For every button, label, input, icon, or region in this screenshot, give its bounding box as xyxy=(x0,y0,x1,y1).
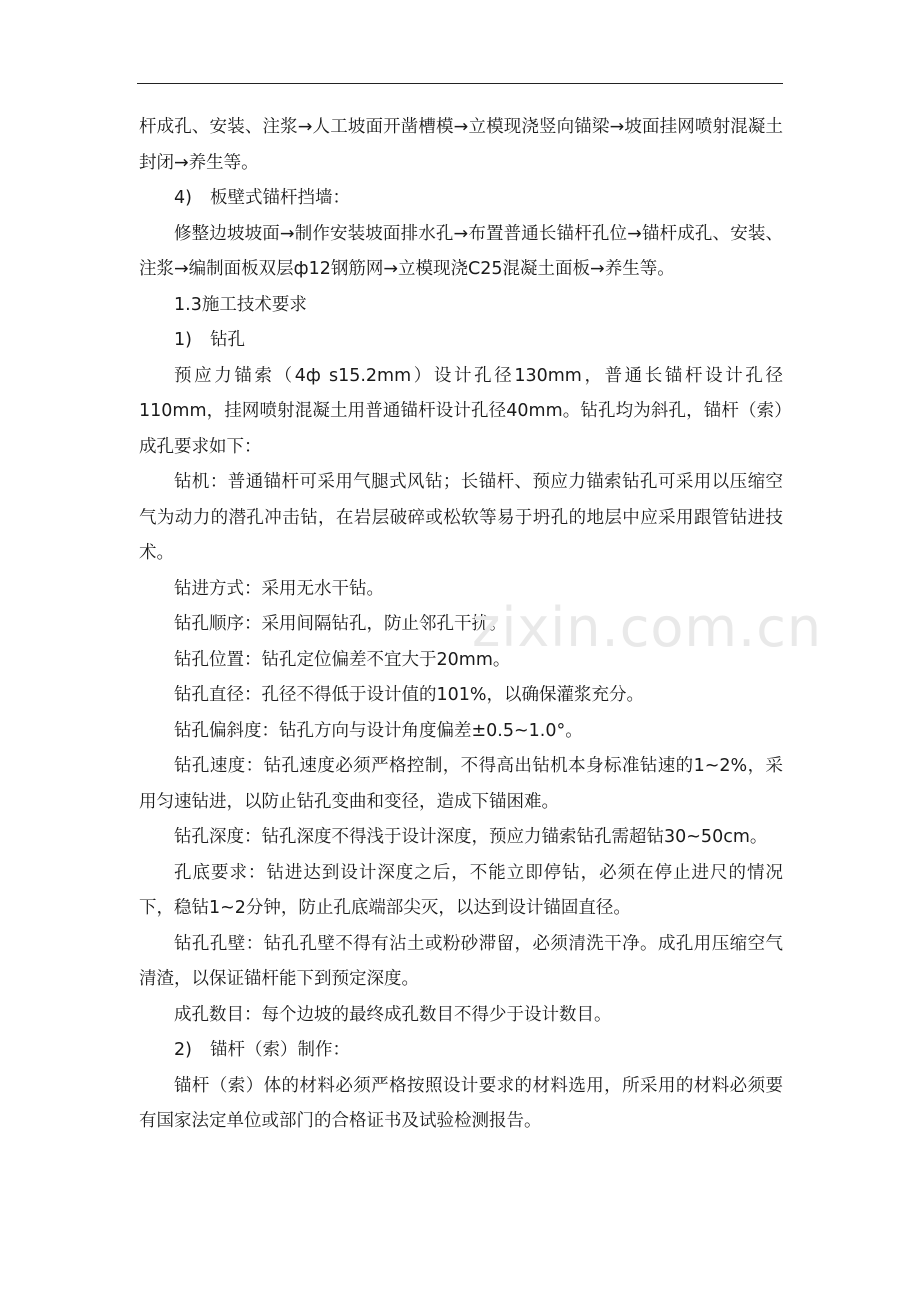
document-body xyxy=(139,110,783,1140)
paragraph: 孔底要求：钻进达到设计深度之后，不能立即停钻，必须在停止进尺的情况下，稳钻1~2分钟，防止孔底端部尖灭，以达到设计锚固直径。 xyxy=(139,862,783,918)
paragraph: 钻孔深度：钻孔深度不得浅于设计深度，预应力锚索钻孔需超钻30~50cm。 xyxy=(174,827,768,847)
section-heading: 1.3施工技术要求 xyxy=(174,294,307,315)
list-number: 4) xyxy=(174,188,192,208)
watermark: zixin.com.cn xyxy=(472,596,823,659)
list-number: 2) xyxy=(174,1040,192,1060)
paragraph: 杆成孔、安装、注浆→人工坡面开凿槽模→立模现浇竖向锚梁→坡面挂网喷射混凝土封闭→养生等。 xyxy=(139,117,783,173)
list-heading-text: 钻孔 xyxy=(210,330,245,350)
list-heading xyxy=(139,181,783,217)
paragraph: 修整边坡坡面→制作安装坡面排水孔→布置普通长锚杆孔位→锚杆成孔、安装、注浆→编制面板双层ф12钢筋网→立模现浇C25混凝土面板→养生等。 xyxy=(139,223,783,279)
paragraph: 成孔数目：每个边坡的最终成孔数目不得少于设计数目。 xyxy=(174,1004,612,1025)
paragraph: 锚杆（索）体的材料必须严格按照设计要求的材料选用，所采用的材料必须要有国家法定单位或部门的合格证书及试验检测报告。 xyxy=(139,1075,783,1131)
list-number: 1) xyxy=(174,330,192,350)
paragraph: 预应力锚索（4ф s15.2mm）设计孔径130mm，普通长锚杆设计孔径110mm，挂网喷射混凝土用普通锚杆设计孔径40mm。钻孔均为斜孔，锚杆（索）成孔要求如下： xyxy=(139,365,783,457)
list-heading xyxy=(139,1033,783,1069)
paragraph: 钻孔顺序：采用间隔钻孔，防止邻孔干扰。 xyxy=(174,614,507,634)
paragraph: 钻孔速度：钻孔速度必须严格控制，不得高出钻机本身标准钻速的1~2%，采用匀速钻进，以防止钻孔变曲和变径，造成下锚困难。 xyxy=(139,756,783,812)
paragraph: 钻孔位置：钻孔定位偏差不宜大于20mm。 xyxy=(174,649,511,670)
paragraph: 钻进方式：采用无水干钻。 xyxy=(174,578,384,599)
paragraph: 钻孔偏斜度：钻孔方向与设计角度偏差±0.5~1.0°。 xyxy=(174,720,583,741)
list-heading-text: 板壁式锚杆挡墙： xyxy=(210,188,350,208)
paragraph: 钻机：普通锚杆可采用气腿式风钻；长锚杆、预应力锚索钻孔可采用以压缩空气为动力的潜孔冲击钻，在岩层破碎或松软等易于坍孔的地层中应采用跟管钻进技术。 xyxy=(139,472,783,563)
paragraph: 钻孔孔壁：钻孔孔壁不得有沾土或粉砂滞留，必须清洗干净。成孔用压缩空气清渣，以保证锚杆能下到预定深度。 xyxy=(139,933,783,989)
list-heading-text: 锚杆（索）制作： xyxy=(210,1040,350,1060)
header-rule xyxy=(137,83,783,84)
paragraph: 钻孔直径：孔径不得低于设计值的101%，以确保灌浆充分。 xyxy=(174,685,645,705)
list-heading xyxy=(139,323,783,359)
